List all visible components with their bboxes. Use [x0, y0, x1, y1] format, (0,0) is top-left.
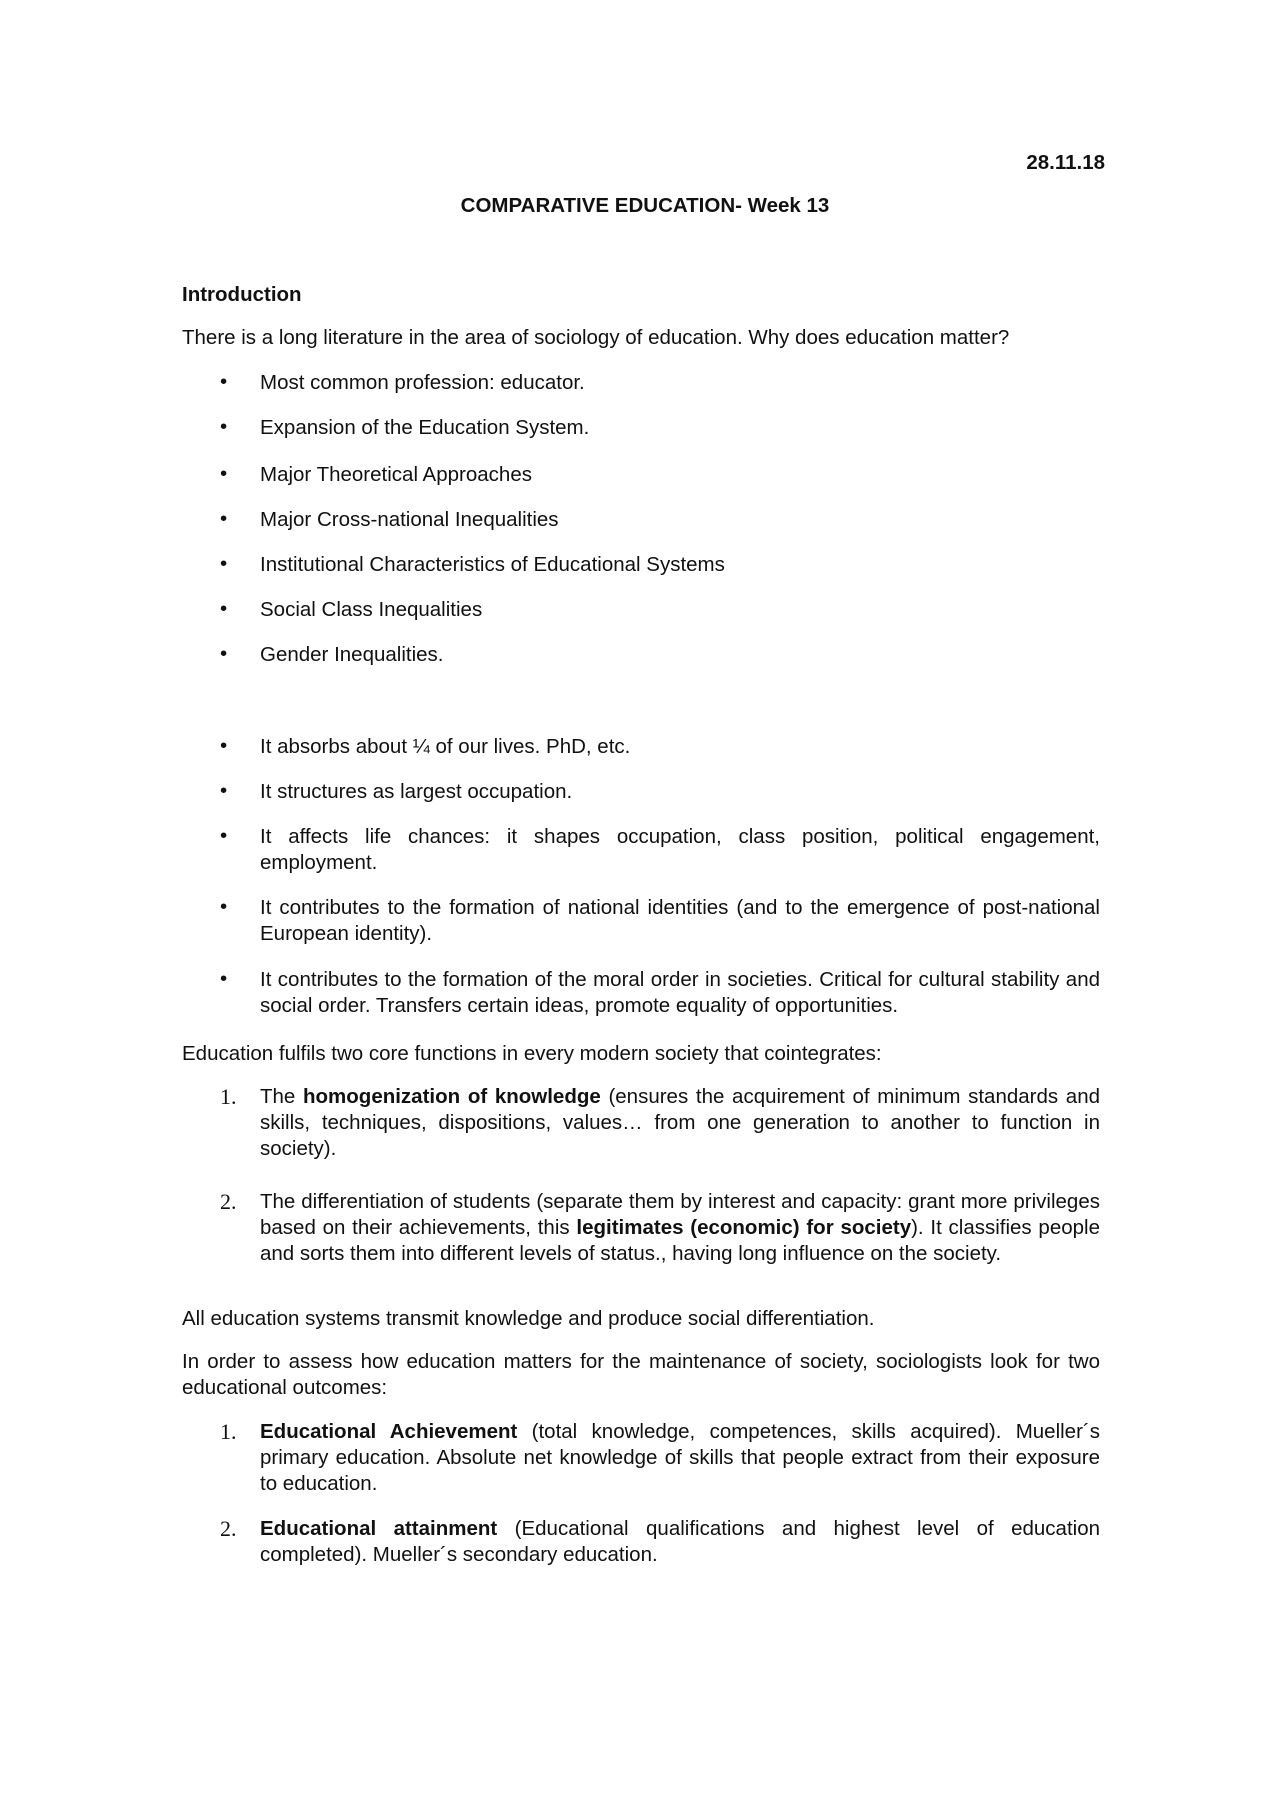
functions-intro: Education fulfils two core functions in every modern society that cointegrates:: [182, 1042, 882, 1065]
topic-text: Gender Inequalities.: [260, 643, 444, 666]
bullet-marker: •: [220, 462, 228, 485]
reason-text: It absorbs about ¼ of our lives. PhD, etc.: [260, 735, 631, 758]
bullet-marker: •: [220, 779, 228, 802]
topic-item: [182, 597, 1100, 623]
outcome-text: Educational attainment (Educational qualifications and highest level of education completed). Mueller´s secondary education.: [260, 1517, 1101, 1566]
topic-item: [182, 642, 1100, 668]
bullet-marker: •: [220, 597, 228, 620]
list-number: 2.: [220, 1189, 237, 1214]
function-text: The homogenization of knowledge (ensures the acquirement of minimum standards and skills, techniques, dispositions, values… from one generation to another to function in society).: [260, 1085, 1100, 1160]
document-date: 28.11.18: [1026, 151, 1105, 174]
topic-item: [182, 507, 1100, 533]
topic-item: [182, 370, 1100, 396]
reason-item: [182, 895, 1100, 947]
intro-heading: Introduction: [182, 283, 302, 306]
list-number: 1.: [220, 1419, 237, 1444]
list-number: 2.: [220, 1516, 237, 1541]
reason-text: It structures as largest occupation.: [260, 780, 573, 803]
topic-text: Social Class Inequalities: [260, 598, 483, 621]
outcome-item: [182, 1419, 1100, 1497]
reason-item: [182, 824, 1100, 876]
topic-text: Expansion of the Education System.: [260, 416, 590, 439]
topic-text: Institutional Characteristics of Educational Systems: [260, 553, 725, 576]
bullet-marker: •: [220, 642, 228, 665]
bullet-marker: •: [220, 824, 228, 847]
reason-text: It contributes to the formation of the moral order in societies. Critical for cultural stability and social order. Transfers certain ideas, promote equality of opportunities.: [260, 968, 1100, 1017]
outcome-item: [182, 1516, 1100, 1568]
bullet-marker: •: [220, 415, 228, 438]
topic-text: Major Theoretical Approaches: [260, 463, 532, 486]
intro-paragraph: There is a long literature in the area of sociology of education. Why does education matter?: [182, 326, 1010, 349]
bullet-marker: •: [220, 370, 228, 393]
reason-item: [182, 967, 1100, 1019]
topic-text: Most common profession: educator.: [260, 371, 585, 394]
reason-item: [182, 779, 1100, 805]
function-item: [182, 1084, 1100, 1162]
document-title: COMPARATIVE EDUCATION- Week 13: [460, 194, 830, 217]
bullet-marker: •: [220, 734, 228, 757]
topic-item: [182, 462, 1100, 488]
function-item: [182, 1189, 1100, 1267]
outcome-text: Educational Achievement (total knowledge, competences, skills acquired). Mueller´s primary education. Absolute net knowledge of skills that people extract from their exposure to education.: [260, 1420, 1100, 1495]
bullet-marker: •: [220, 507, 228, 530]
transmit-paragraph: All education systems transmit knowledge and produce social differentiation.: [182, 1307, 875, 1330]
function-text: The differentiation of students (separate them by interest and capacity: grant more privileges based on their achievements, this legitimates (economic) for society). It classifies people and sorts them into different levels of status., having long influence on the society.: [260, 1190, 1100, 1265]
topic-text: Major Cross-national Inequalities: [260, 508, 559, 531]
reason-item: [182, 734, 1100, 760]
bullet-marker: •: [220, 895, 228, 918]
bullet-marker: •: [220, 967, 228, 990]
reason-text: It affects life chances: it shapes occupation, class position, political engagement, employment.: [260, 825, 1100, 874]
outcomes-intro: In order to assess how education matters for the maintenance of society, sociologists look for two educational outcomes:: [182, 1350, 1100, 1399]
topic-item: [182, 415, 1100, 441]
list-number: 1.: [220, 1084, 237, 1109]
bullet-marker: •: [220, 552, 228, 575]
topic-item: [182, 552, 1100, 578]
reason-text: It contributes to the formation of national identities (and to the emergence of post-national European identity).: [260, 896, 1100, 945]
